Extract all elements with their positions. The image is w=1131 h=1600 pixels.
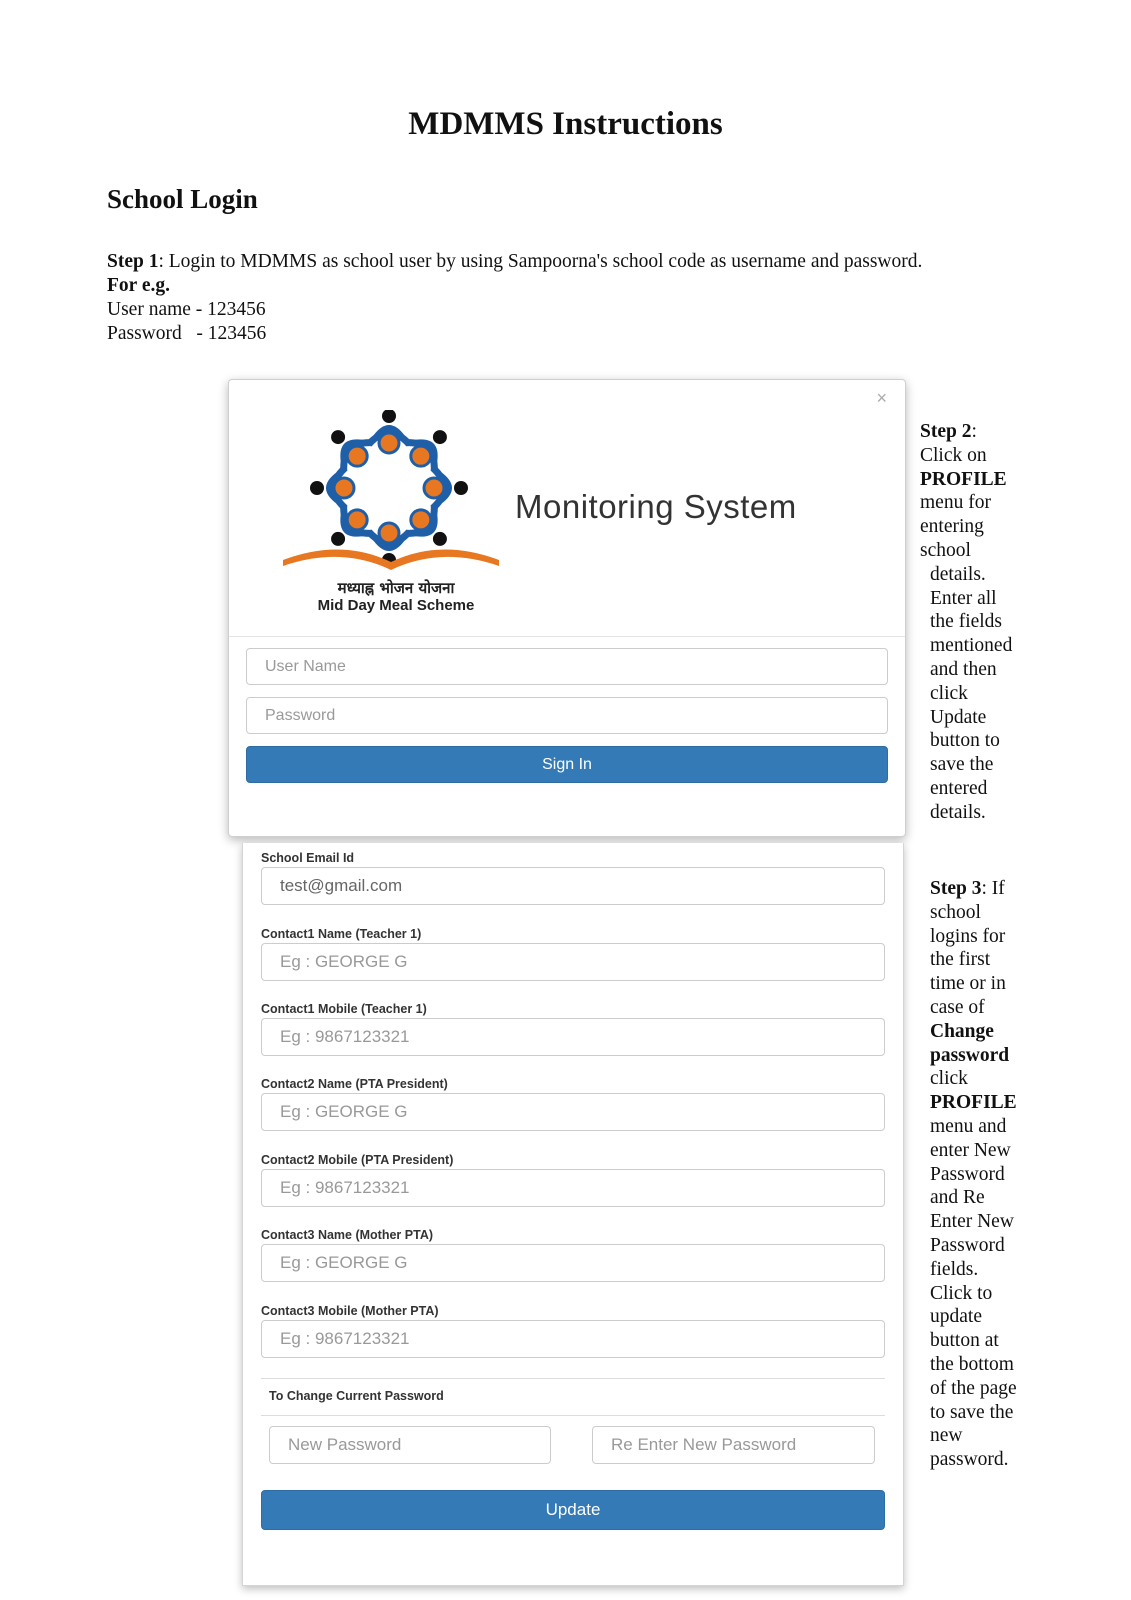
step3-label: Step 3 xyxy=(930,878,982,899)
contact3-name-input[interactable]: Eg : GEORGE G xyxy=(261,1244,885,1282)
profile-form xyxy=(242,843,904,1586)
step2-note: Step 2: Click on PROFILE menu for entering school details. Enter all the fields mentioned and then click Update button to save the entered details. xyxy=(920,421,1013,823)
step1-label: Step 1 xyxy=(107,251,159,272)
contact3-mobile-input[interactable]: Eg : 9867123321 xyxy=(261,1320,885,1358)
contact1-mobile-label: Contact1 Mobile (Teacher 1) xyxy=(261,1002,427,1016)
password-input[interactable]: Password xyxy=(246,697,888,734)
contact1-name-label: Contact1 Name (Teacher 1) xyxy=(261,927,422,941)
logo-english-text: Mid Day Meal Scheme xyxy=(317,597,475,614)
example-username: User name - 123456 xyxy=(107,299,266,320)
contact2-name-input[interactable]: Eg : GEORGE G xyxy=(261,1093,885,1131)
step3-note: Step 3: If school logins for the first time or in case of Change password click PROFILE menu and enter New Password and Re Enter New Password fields. Click to update button at the bottom of the page to save the new password. xyxy=(930,878,1017,1471)
mdm-logo-emblem-icon xyxy=(281,410,511,580)
step2-label: Step 2 xyxy=(920,421,972,442)
section-heading: School Login xyxy=(107,184,258,214)
example-password: Password - 123456 xyxy=(107,323,267,344)
close-icon[interactable]: × xyxy=(876,388,887,408)
email-input[interactable]: test@gmail.com xyxy=(261,867,885,905)
step1-block xyxy=(107,250,1067,346)
divider xyxy=(229,636,905,637)
signin-button[interactable]: Sign In xyxy=(246,746,888,783)
email-label: School Email Id xyxy=(261,851,355,865)
logo-hindi-text: मध्याह्न भोजन योजना xyxy=(337,579,455,597)
mdm-logo xyxy=(281,410,511,620)
contact3-name-label: Contact3 Name (Mother PTA) xyxy=(261,1228,434,1242)
update-button[interactable]: Update xyxy=(261,1490,885,1530)
new-password-input[interactable]: New Password xyxy=(269,1426,551,1464)
contact3-mobile-label: Contact3 Mobile (Mother PTA) xyxy=(261,1304,439,1318)
contact1-name-input[interactable]: Eg : GEORGE G xyxy=(261,943,885,981)
reenter-password-input[interactable]: Re Enter New Password xyxy=(592,1426,875,1464)
divider xyxy=(261,1378,885,1379)
divider xyxy=(261,1415,885,1416)
change-password-heading: To Change Current Password xyxy=(269,1389,444,1403)
document-title: MDMMS Instructions xyxy=(408,106,723,142)
contact1-mobile-input[interactable]: Eg : 9867123321 xyxy=(261,1018,885,1056)
step1-text: : Login to MDMMS as school user by using Sampoorna's school code as username and password. xyxy=(158,251,923,272)
login-modal xyxy=(228,379,906,837)
username-input[interactable]: User Name xyxy=(246,648,888,685)
example-heading: For e.g. xyxy=(107,275,170,296)
contact2-mobile-input[interactable]: Eg : 9867123321 xyxy=(261,1169,885,1207)
monitoring-system-title: Monitoring System xyxy=(515,488,797,525)
contact2-name-label: Contact2 Name (PTA President) xyxy=(261,1077,448,1091)
contact2-mobile-label: Contact2 Mobile (PTA President) xyxy=(261,1153,454,1167)
